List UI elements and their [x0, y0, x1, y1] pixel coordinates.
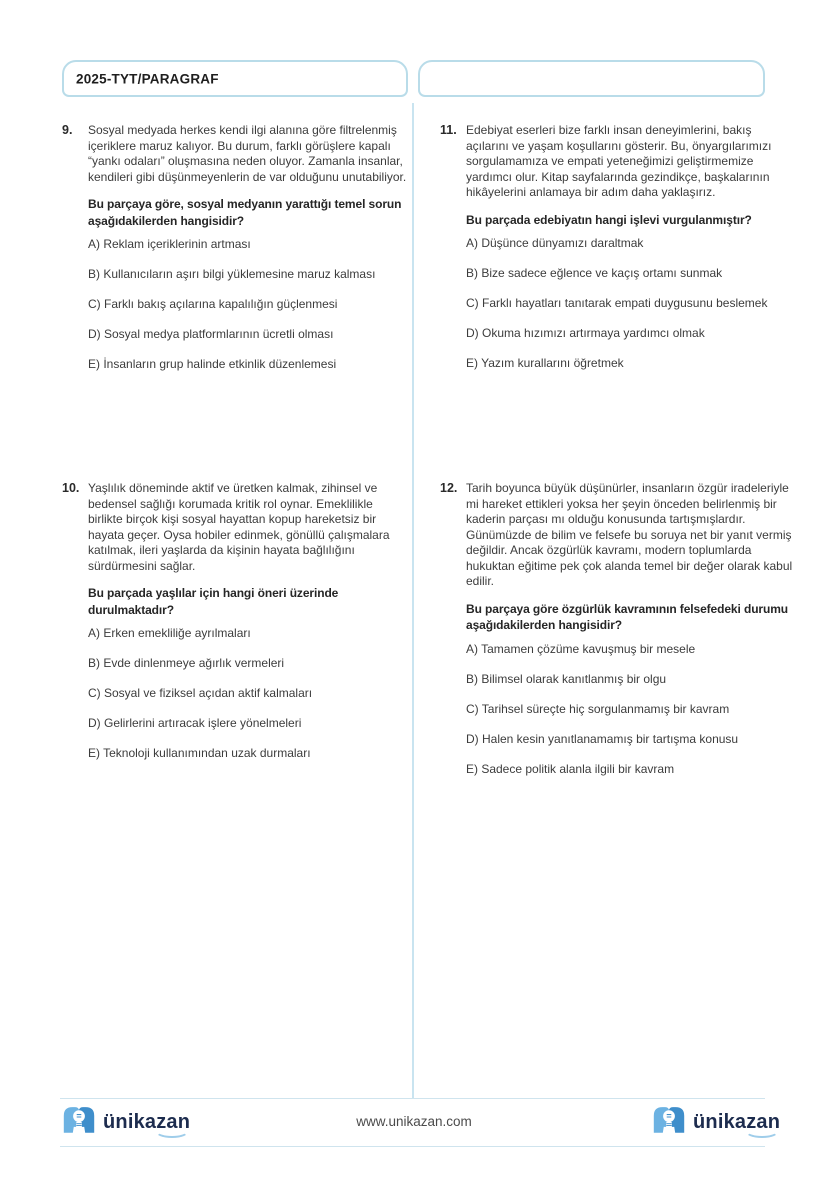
footer-url: www.unikazan.com [356, 1114, 472, 1129]
question-number: 12. [440, 481, 458, 495]
option-e: E) İnsanların grup halinde etkinlik düzenlemesi [88, 357, 337, 371]
options-list [466, 641, 796, 777]
option-b: B) Bilimsel olarak kanıtlanmış bir olgu [466, 671, 667, 686]
exam-title: 2025-TYT/PARAGRAF [76, 71, 219, 86]
option-b: B) Evde dinlenmeye ağırlık vermeleri [88, 656, 285, 670]
question-12 [440, 481, 796, 777]
option-a: A) Düşünce dünyamızı daraltmak [466, 236, 644, 250]
brand-name: ünikazan [103, 1112, 190, 1132]
question-number: 9. [62, 123, 73, 137]
option-d: D) Halen kesin yanıtlanamamış bir tartışma konusu [466, 731, 739, 746]
question-9 [62, 123, 408, 372]
column-divider [412, 103, 414, 1098]
brand-icon [650, 1103, 688, 1141]
option-b: B) Kullanıcıların aşırı bilgi yüklemesine maruz kalması [88, 267, 376, 281]
question-passage: Sosyal medyada herkes kendi ilgi alanına göre filtrelenmiş içeriklere maruz kalıyor. Bu durum, farklı görüşlere kapalı “yankı odaları” oluşmasına neden oluyor. Zamanla insanlar, kendileri gibi düşünmeyenlerin de var olduğunu unutabiliyor. [88, 123, 407, 184]
options-list [88, 236, 408, 372]
options-list [466, 235, 796, 371]
question-passage: Yaşlılık döneminde aktif ve üretken kalmak, zihinsel ve bedensel sağlığı korumada kritik rol oynar. Emeklilikle birlikte birçok kişi sosyal hayattan kopup hareketsiz bir hayata geçer. Oysa hobiler edinmek, gönüllü çalışmalara katılmak, ileri yaşlarda da kişinin hayata bağlılığını sürdürmesini sağlar. [88, 481, 390, 573]
question-stem: Bu parçada yaşlılar için hangi öneri üzerinde durulmaktadır? [88, 586, 339, 617]
option-c: C) Farklı bakış açılarına kapalılığın güçlenmesi [88, 297, 338, 311]
option-a: A) Erken emekliliğe ayrılmaları [88, 626, 251, 640]
option-e: E) Teknoloji kullanımından uzak durmaları [88, 746, 311, 760]
option-c: C) Sosyal ve fiziksel açıdan aktif kalmaları [88, 686, 313, 700]
header-box-right [418, 60, 765, 97]
footer-divider-bottom [60, 1146, 765, 1147]
question-body [88, 123, 408, 372]
logo-swoosh [745, 1124, 779, 1138]
question-stem: Bu parçada edebiyatın hangi işlevi vurgulanmıştır? [466, 212, 752, 227]
question-11 [440, 123, 796, 371]
option-d: D) Gelirlerini artıracak işlere yönelmeleri [88, 716, 302, 730]
option-e: E) Yazım kurallarını öğretmek [466, 356, 624, 370]
option-e: E) Sadece politik alanla ilgili bir kavram [466, 761, 675, 776]
question-body [466, 481, 796, 777]
question-number: 10. [62, 481, 80, 495]
question-10 [62, 481, 408, 761]
question-number: 11. [440, 123, 457, 137]
brand-logo-right [650, 1103, 780, 1141]
option-d: D) Okuma hızımızı artırmaya yardımcı olmak [466, 326, 705, 340]
option-a: A) Tamamen çözüme kavuşmuş bir mesele [466, 641, 696, 656]
brand-name: ünikazan [693, 1112, 780, 1132]
question-passage: Tarih boyunca büyük düşünürler, insanların özgür iradeleriyle mi hareket ettikleri yoksa her şeyin önceden belirlenmiş bir kaderin parçası mı olduğu konusunda tartışmışlardır. Günümüzde de bilim ve felsefe bu soruya net bir yanıt vermiş değildir. Ancak özgürlük kavramı, modern toplumlarda hukuktan eğitime pek çok alanda temel bir değer olarak kabul edilir. [466, 481, 793, 588]
options-list [88, 625, 408, 761]
question-body [88, 481, 408, 761]
question-stem: Bu parçaya göre özgürlük kavramının felsefedeki durumu aşağıdakilerden hangisidir? [466, 601, 789, 632]
option-a: A) Reklam içeriklerinin artması [88, 237, 251, 251]
option-d: D) Sosyal medya platformlarının ücretli olması [88, 327, 334, 341]
option-c: C) Tarihsel süreçte hiç sorgulanmamış bir kavram [466, 701, 730, 716]
question-passage: Edebiyat eserleri bize farklı insan deneyimlerini, bakış açılarını ve yaşam koşullarını gösterir. Bu, önyargılarımızı sorgulamamıza ve empati yeteneğimizi geliştirmemize yardımcı olur. Kitap sayfalarında gezindikçe, başkalarının hikâyelerini anlamaya bir adım daha yaklaşırız. [466, 123, 772, 199]
option-b: B) Bize sadece eğlence ve kaçış ortamı sunmak [466, 266, 723, 280]
footer-divider-top [60, 1098, 765, 1099]
header-box-left [62, 60, 408, 97]
option-c: C) Farklı hayatları tanıtarak empati duygusunu beslemek [466, 296, 768, 310]
question-body [466, 123, 796, 371]
question-stem: Bu parçaya göre, sosyal medyanın yarattığı temel sorun aşağıdakilerden hangisidir? [88, 197, 402, 228]
